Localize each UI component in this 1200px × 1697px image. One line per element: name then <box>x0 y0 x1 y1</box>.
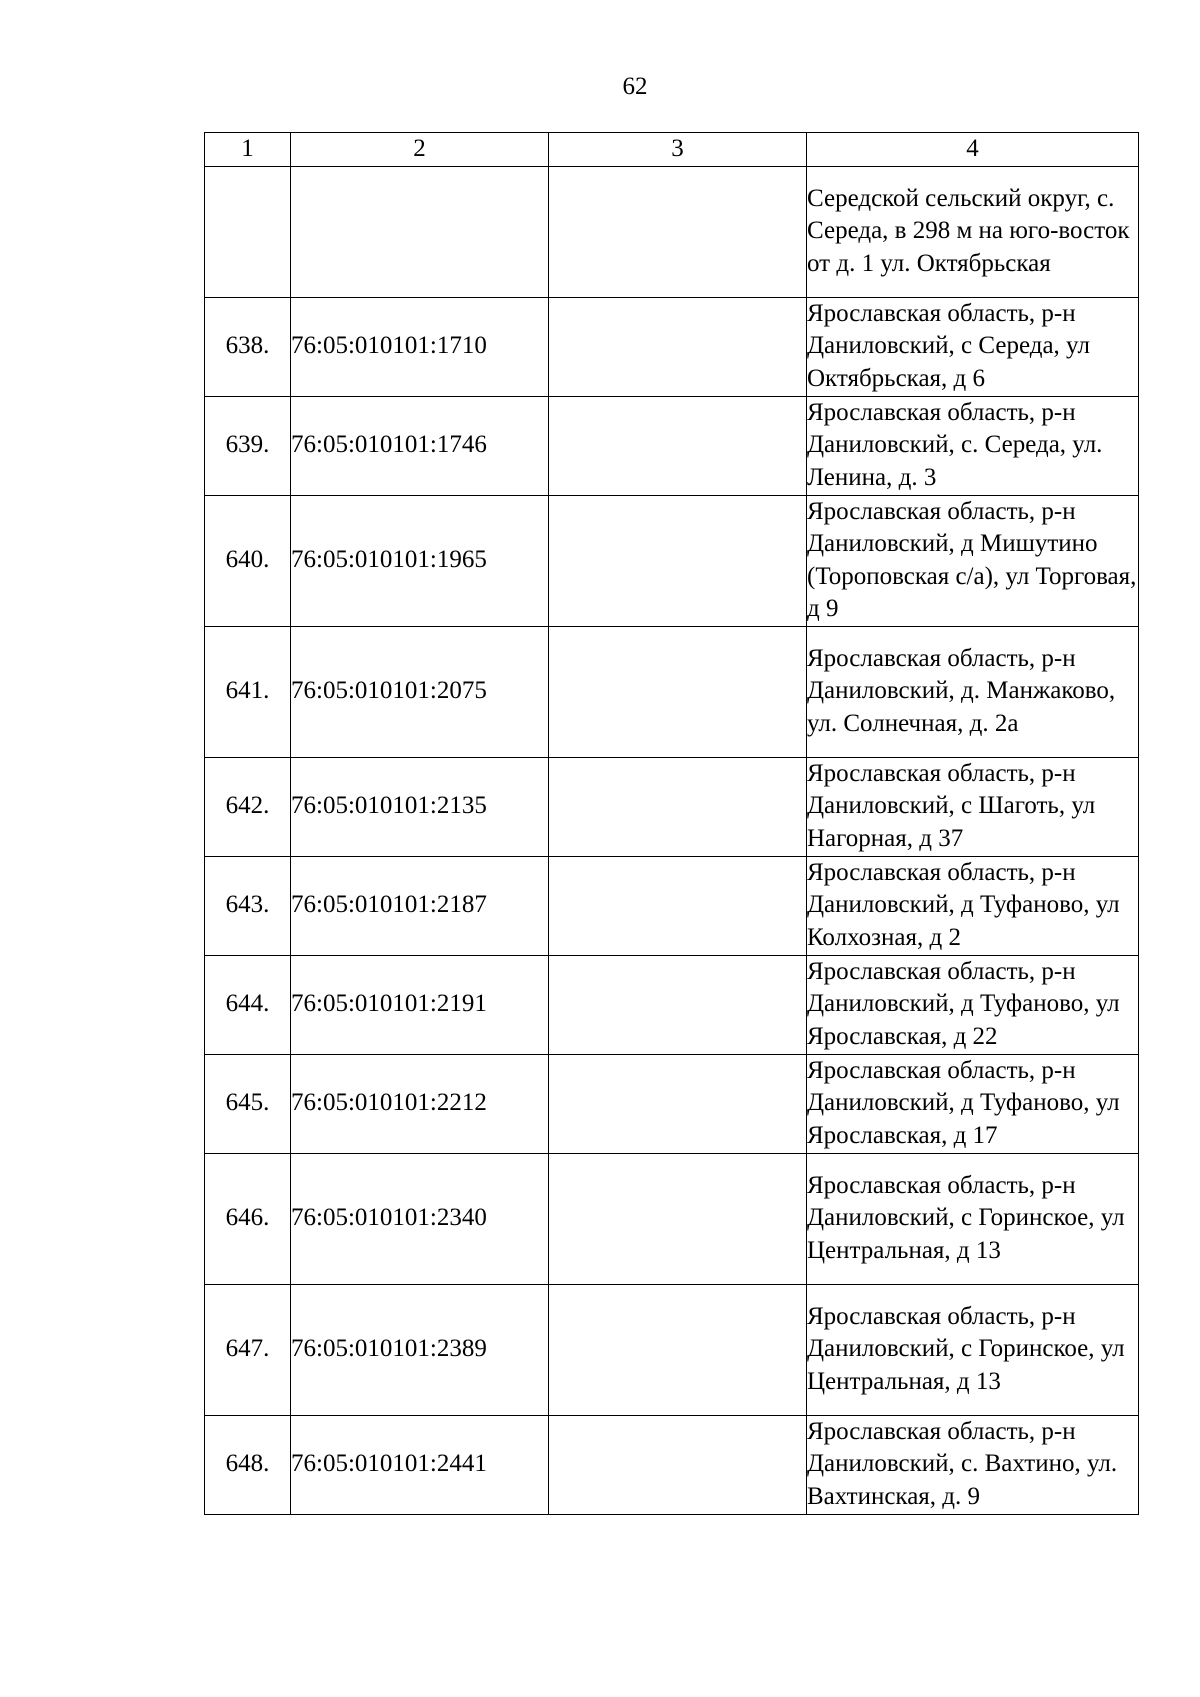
row-number: 645. <box>205 1054 291 1153</box>
cadastral-number: 76:05:010101:2441 <box>291 1415 549 1514</box>
table-row <box>205 1054 1139 1153</box>
row-number: 642. <box>205 757 291 856</box>
column-3-cell <box>549 626 807 757</box>
column-3-cell <box>549 1415 807 1514</box>
address-cell: Ярославская область, р-н Даниловский, д Туфаново, ул Ярославская, д 17 <box>807 1054 1139 1153</box>
row-number: 644. <box>205 955 291 1054</box>
address-cell: Ярославская область, р-н Даниловский, с Горинское, ул Центральная, д 13 <box>807 1153 1139 1284</box>
table-row <box>205 757 1139 856</box>
table-header-row <box>205 133 1139 167</box>
table-row <box>205 1153 1139 1284</box>
row-number: 647. <box>205 1284 291 1415</box>
column-header-2: 2 <box>291 133 549 167</box>
cadastral-number: 76:05:010101:2340 <box>291 1153 549 1284</box>
table-row <box>205 495 1139 626</box>
address-cell: Ярославская область, р-н Даниловский, с Шаготь, ул Нагорная, д 37 <box>807 757 1139 856</box>
column-header-3: 3 <box>549 133 807 167</box>
cadastral-number: 76:05:010101:2389 <box>291 1284 549 1415</box>
column-3-cell <box>549 1054 807 1153</box>
row-number: 641. <box>205 626 291 757</box>
column-header-1: 1 <box>205 133 291 167</box>
column-3-cell <box>549 1284 807 1415</box>
column-3-cell <box>549 955 807 1054</box>
table-row <box>205 297 1139 396</box>
cadastral-number: 76:05:010101:2187 <box>291 856 549 955</box>
row-number <box>205 166 291 297</box>
table-row <box>205 166 1139 297</box>
column-3-cell <box>549 757 807 856</box>
address-cell: Ярославская область, р-н Даниловский, д Мишутино (Тороповская с/а), ул Торговая, д 9 <box>807 495 1139 626</box>
row-number: 640. <box>205 495 291 626</box>
cadastral-number: 76:05:010101:2191 <box>291 955 549 1054</box>
address-cell: Ярославская область, р-н Даниловский, с Середа, ул Октябрьская, д 6 <box>807 297 1139 396</box>
row-number: 638. <box>205 297 291 396</box>
row-number: 639. <box>205 396 291 495</box>
column-3-cell <box>549 856 807 955</box>
column-3-cell <box>549 1153 807 1284</box>
cadastral-number: 76:05:010101:2212 <box>291 1054 549 1153</box>
registry-table <box>204 132 1139 1515</box>
column-3-cell <box>549 495 807 626</box>
row-number: 648. <box>205 1415 291 1514</box>
address-cell: Ярославская область, р-н Даниловский, с Горинское, ул Центральная, д 13 <box>807 1284 1139 1415</box>
cadastral-number: 76:05:010101:2075 <box>291 626 549 757</box>
address-cell: Ярославская область, р-н Даниловский, д. Манжаково, ул. Солнечная, д. 2а <box>807 626 1139 757</box>
row-number: 643. <box>205 856 291 955</box>
table-row <box>205 396 1139 495</box>
address-cell: Ярославская область, р-н Даниловский, д Туфаново, ул Колхозная, д 2 <box>807 856 1139 955</box>
column-3-cell <box>549 166 807 297</box>
address-cell: Середской сельский округ, с. Середа, в 298 м на юго-восток от д. 1 ул. Октябрьская <box>807 166 1139 297</box>
cadastral-number: 76:05:010101:2135 <box>291 757 549 856</box>
column-3-cell <box>549 396 807 495</box>
address-cell: Ярославская область, р-н Даниловский, с. Середа, ул. Ленина, д. 3 <box>807 396 1139 495</box>
table-row <box>205 1284 1139 1415</box>
column-header-4: 4 <box>807 133 1139 167</box>
column-3-cell <box>549 297 807 396</box>
cadastral-number: 76:05:010101:1746 <box>291 396 549 495</box>
table-row <box>205 626 1139 757</box>
page-number: 62 <box>622 73 648 100</box>
cadastral-number: 76:05:010101:1710 <box>291 297 549 396</box>
cadastral-number <box>291 166 549 297</box>
table-row <box>205 955 1139 1054</box>
table-row <box>205 856 1139 955</box>
address-cell: Ярославская область, р-н Даниловский, д Туфаново, ул Ярославская, д 22 <box>807 955 1139 1054</box>
address-cell: Ярославская область, р-н Даниловский, с. Вахтино, ул. Вахтинская, д. 9 <box>807 1415 1139 1514</box>
cadastral-number: 76:05:010101:1965 <box>291 495 549 626</box>
table-row <box>205 1415 1139 1514</box>
row-number: 646. <box>205 1153 291 1284</box>
